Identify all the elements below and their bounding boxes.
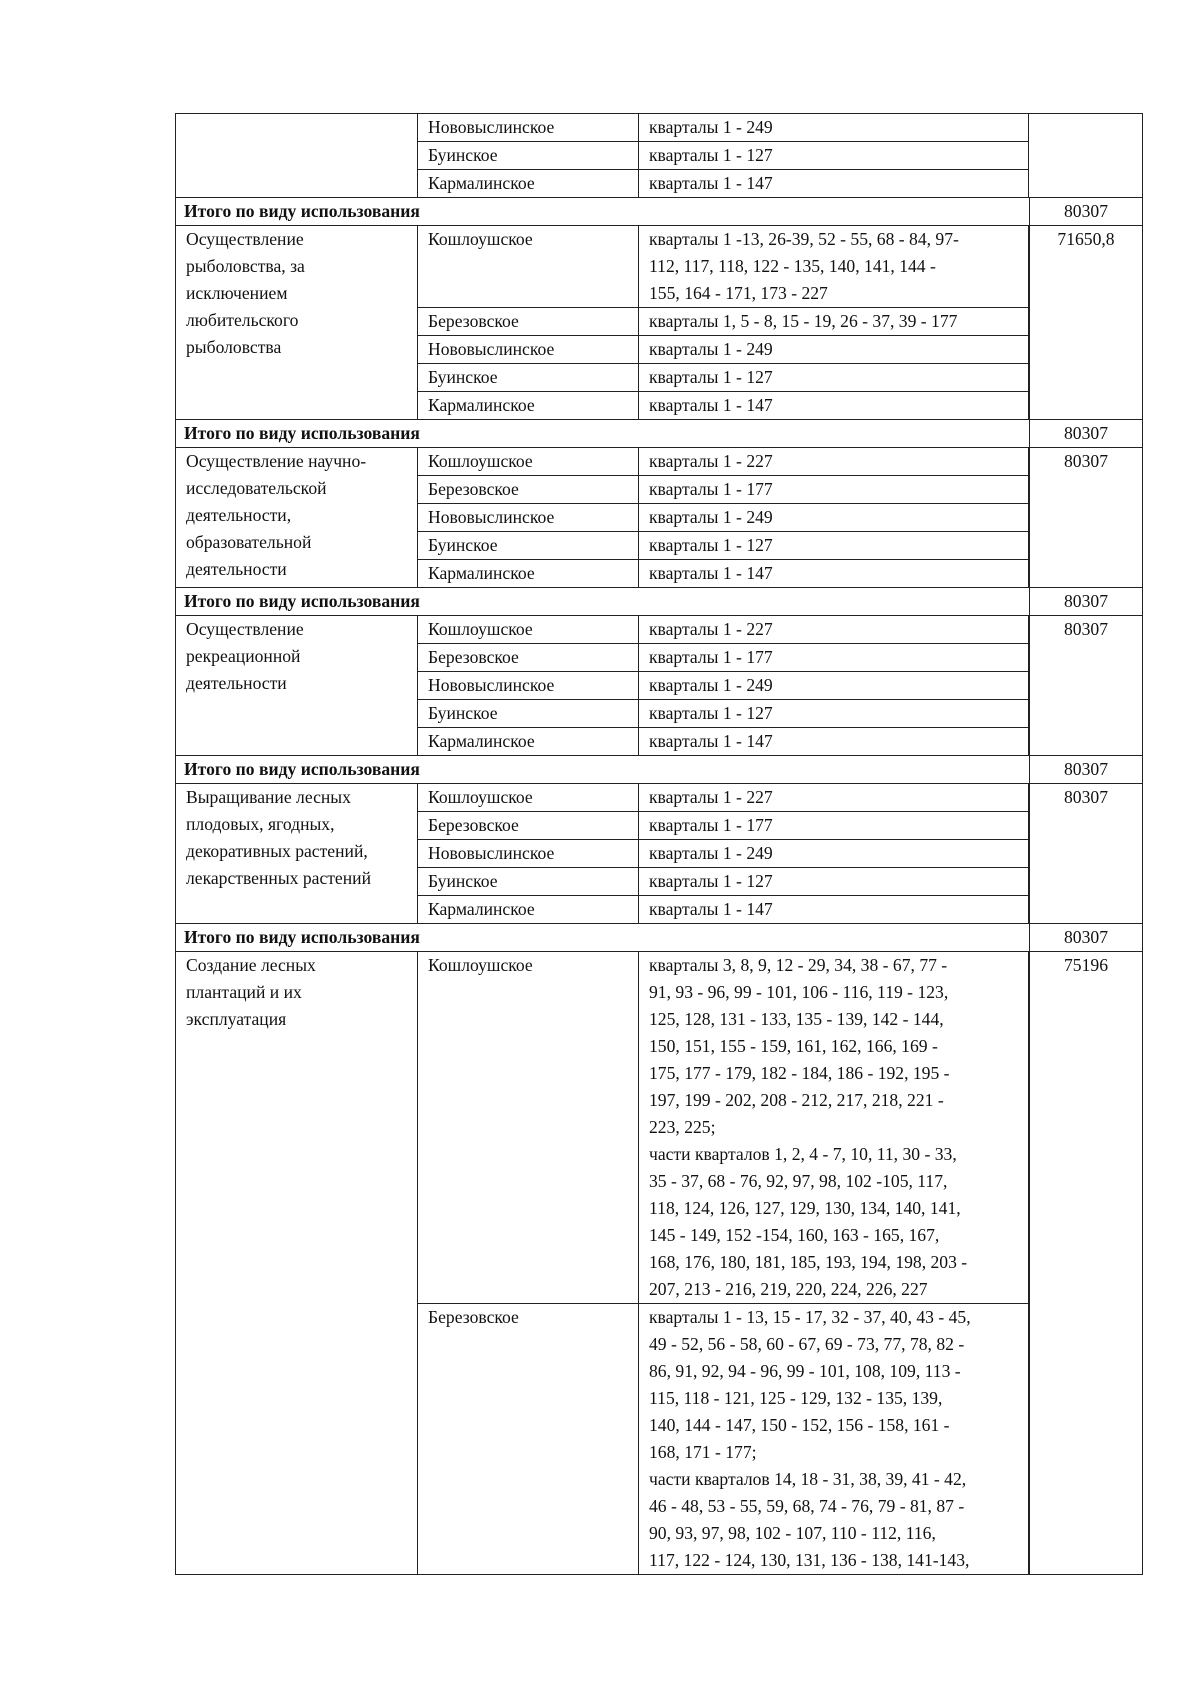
district-cell: Кармалинское	[417, 170, 638, 197]
total-label: Итого по виду использования	[175, 587, 1029, 615]
area-cell: 80307	[1029, 615, 1143, 755]
use-type-cell-empty	[175, 113, 417, 197]
district-cell: Березовское	[417, 811, 638, 839]
total-label: Итого по виду использования	[175, 419, 1029, 447]
district-cell: Кошлоушское	[417, 447, 638, 475]
area-cell: 71650,8	[1029, 225, 1143, 419]
district-cell: Нововыслинское	[417, 335, 638, 363]
district-cell: Буинское	[417, 531, 638, 559]
total-value: 80307	[1029, 755, 1143, 783]
district-cell: Березовское	[417, 643, 638, 671]
quarters-cell: кварталы 1 - 249	[638, 335, 1029, 363]
district-cell: Березовское	[417, 307, 638, 335]
quarters-cell: кварталы 3, 8, 9, 12 - 29, 34, 38 - 67, 77 - 91, 93 - 96, 99 - 101, 106 - 116, 119 - 123, 125, 128, 131 - 133, 135 - 139, 142 - 144, 150, 151, 155 - 159, 161, 162, 166, 169 - 175, 177 - 179, 182 - 184, 186 - 192, 195 - 197, 199 - 202, 208 - 212, 217, 218, 221 - 223, 225; части кварталов 1, 2, 4 - 7, 10, 11, 30 - 33, 35 - 37, 68 - 76, 92, 97, 98, 102 -105, 117, 118, 124, 126, 127, 129, 130, 134, 140, 141, 145 - 149, 152 -154, 160, 163 - 165, 167, 168, 176, 180, 181, 185, 193, 194, 198, 203 - 207, 213 - 216, 219, 220, 224, 226, 227	[638, 951, 1029, 1303]
total-value: 80307	[1029, 587, 1143, 615]
quarters-cell: кварталы 1 - 249	[638, 113, 1029, 142]
district-cell: Кошлоушское	[417, 951, 638, 1303]
quarters-cell: кварталы 1 - 177	[638, 811, 1029, 839]
total-value: 80307	[1029, 197, 1143, 225]
district-cell: Кармалинское	[417, 391, 638, 419]
use-type-cell: Осуществление рыболовства, за исключением любительского рыболовства	[175, 225, 417, 419]
district-cell: Кармалинское	[417, 727, 638, 755]
district-cell: Нововыслинское	[417, 671, 638, 699]
total-label: Итого по виду использования	[175, 197, 1029, 225]
quarters-cell: кварталы 1 - 147	[638, 391, 1029, 419]
district-cell: Кармалинское	[417, 895, 638, 923]
quarters-cell: кварталы 1 - 13, 15 - 17, 32 - 37, 40, 43 - 45, 49 - 52, 56 - 58, 60 - 67, 69 - 73, 77, 78, 82 - 86, 91, 92, 94 - 96, 99 - 101, 108, 109, 113 - 115, 118 - 121, 125 - 129, 132 - 135, 139, 140, 144 - 147, 150 - 152, 156 - 158, 161 - 168, 171 - 177; части кварталов 14, 18 - 31, 38, 39, 41 - 42, 46 - 48, 53 - 55, 59, 68, 74 - 76, 79 - 81, 87 - 90, 93, 97, 98, 102 - 107, 110 - 112, 116, 117, 122 - 124, 130, 131, 136 - 138, 141-143,	[638, 1303, 1029, 1575]
district-cell: Кошлоушское	[417, 225, 638, 307]
district-cell: Кошлоушское	[417, 783, 638, 811]
quarters-cell: кварталы 1 - 177	[638, 475, 1029, 503]
district-cell: Буинское	[417, 699, 638, 727]
quarters-cell: кварталы 1 - 127	[638, 142, 1029, 170]
quarters-cell: кварталы 1 - 147	[638, 170, 1029, 197]
quarters-cell: кварталы 1 - 147	[638, 559, 1029, 587]
quarters-cell: кварталы 1 - 249	[638, 839, 1029, 867]
quarters-cell: кварталы 1 - 227	[638, 447, 1029, 475]
quarters-cell: кварталы 1 - 227	[638, 615, 1029, 643]
district-cell: Березовское	[417, 475, 638, 503]
quarters-cell: кварталы 1 - 249	[638, 503, 1029, 531]
district-cell: Буинское	[417, 363, 638, 391]
district-cell: Нововыслинское	[417, 839, 638, 867]
document-page	[175, 113, 1143, 1575]
district-cell: Нововыслинское	[417, 113, 638, 142]
use-type-cell: Осуществление научно- исследовательской деятельности, образовательной деятельности	[175, 447, 417, 587]
quarters-cell: кварталы 1 - 127	[638, 867, 1029, 895]
quarters-cell: кварталы 1 - 177	[638, 643, 1029, 671]
use-type-cell: Осуществление рекреационной деятельности	[175, 615, 417, 755]
quarters-cell: кварталы 1 - 127	[638, 531, 1029, 559]
quarters-cell: кварталы 1 - 249	[638, 671, 1029, 699]
area-cell: 80307	[1029, 783, 1143, 923]
district-cell: Кармалинское	[417, 559, 638, 587]
district-cell: Буинское	[417, 142, 638, 170]
total-value: 80307	[1029, 419, 1143, 447]
quarters-cell: кварталы 1 - 147	[638, 727, 1029, 755]
district-cell: Нововыслинское	[417, 503, 638, 531]
quarters-cell: кварталы 1 - 127	[638, 699, 1029, 727]
total-label: Итого по виду использования	[175, 755, 1029, 783]
total-value: 80307	[1029, 923, 1143, 951]
quarters-cell: кварталы 1 - 227	[638, 783, 1029, 811]
use-type-cell: Создание лесных плантаций и их эксплуатация	[175, 951, 417, 1575]
district-cell: Кошлоушское	[417, 615, 638, 643]
district-cell: Березовское	[417, 1303, 638, 1575]
district-cell: Буинское	[417, 867, 638, 895]
area-cell: 75196	[1029, 951, 1143, 1575]
use-type-cell: Выращивание лесных плодовых, ягодных, декоративных растений, лекарственных растений	[175, 783, 417, 923]
area-cell: 80307	[1029, 447, 1143, 587]
area-cell-empty	[1029, 113, 1143, 197]
quarters-cell: кварталы 1, 5 - 8, 15 - 19, 26 - 37, 39 - 177	[638, 307, 1029, 335]
quarters-cell: кварталы 1 -13, 26-39, 52 - 55, 68 - 84, 97- 112, 117, 118, 122 - 135, 140, 141, 144 - 155, 164 - 171, 173 - 227	[638, 225, 1029, 307]
quarters-cell: кварталы 1 - 127	[638, 363, 1029, 391]
quarters-cell: кварталы 1 - 147	[638, 895, 1029, 923]
forest-use-table	[175, 113, 1143, 1575]
total-label: Итого по виду использования	[175, 923, 1029, 951]
